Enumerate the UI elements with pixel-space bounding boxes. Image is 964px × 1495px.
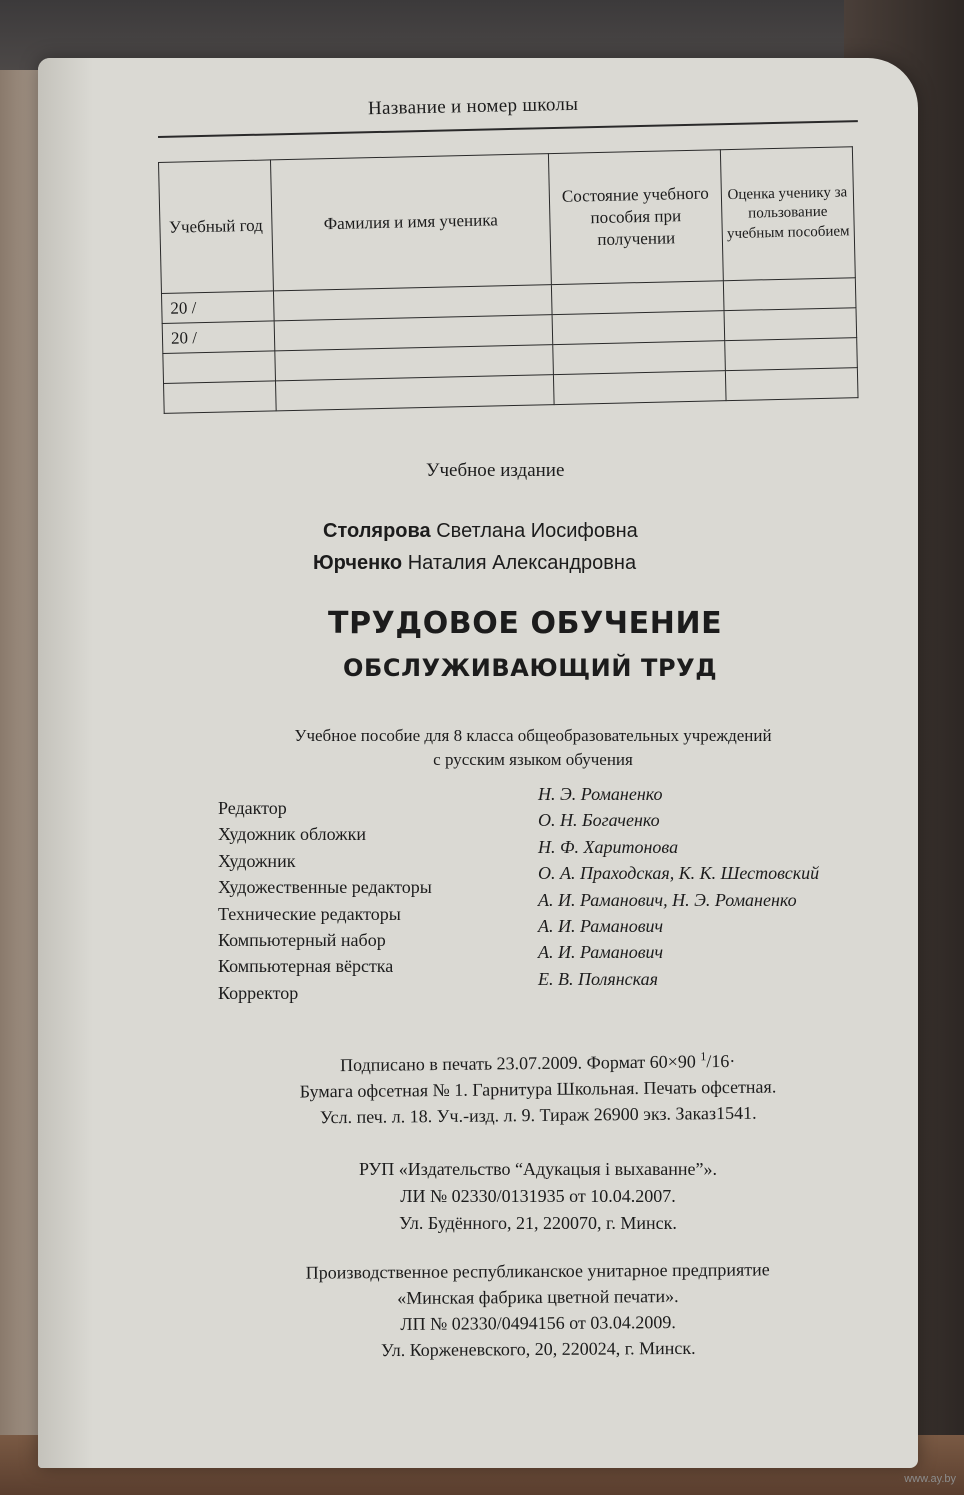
description-line-2: с русским языком обучения xyxy=(433,749,633,769)
credit-person: Н. Э. Романенко xyxy=(538,784,663,804)
credit-person: А. И. Раманович, Н. Э. Романенко xyxy=(538,889,797,910)
table-cell xyxy=(275,375,554,411)
header-grade: Оценка ученику за пользование учебным пособием xyxy=(720,147,855,281)
book-page xyxy=(38,58,918,1468)
school-name-line xyxy=(158,120,858,138)
imprint-format: Подписано в печать 23.07.2009. Формат 60×90 xyxy=(339,1051,701,1076)
credit-role: Художественные редакторы xyxy=(218,877,432,898)
printer-line-1: Производственное республиканское унитарное предприятие xyxy=(305,1259,770,1283)
credit-person: Е. В. Полянская xyxy=(538,968,659,989)
credit-role: Редактор xyxy=(218,798,287,818)
table-cell xyxy=(724,308,857,341)
table-cell xyxy=(725,338,858,371)
printer-line-4: Ул. Корженевского, 20, 220024, г. Минск. xyxy=(380,1338,696,1361)
credit-role: Художник обложки xyxy=(218,824,366,845)
book-subtitle: ОБСЛУЖИВАЮЩИЙ ТРУД xyxy=(343,654,718,682)
author-1 xyxy=(323,520,638,543)
credit-role: Компьютерная вёрстка xyxy=(218,956,394,977)
school-name-caption: Название и номер школы xyxy=(367,93,579,120)
print-imprint xyxy=(208,1047,869,1132)
table-cell-year xyxy=(163,351,275,384)
printer-line-2: «Минская фабрика цветной печати». xyxy=(397,1286,679,1309)
credit-role: Корректор xyxy=(218,982,299,1003)
table-cell xyxy=(553,371,726,405)
credit-role: Технические редакторы xyxy=(218,903,401,924)
table-cell xyxy=(553,341,726,375)
book-description xyxy=(233,724,833,772)
table-cell xyxy=(551,281,724,315)
imprint-fraction-numerator: 1 xyxy=(700,1049,707,1064)
credit-role: Компьютерный набор xyxy=(218,929,386,950)
edition-label: Учебное издание xyxy=(426,460,565,481)
header-condition: Состояние учебного пособия при получении xyxy=(548,150,723,285)
table-header-row xyxy=(159,147,856,294)
credit-role: Художник xyxy=(218,850,296,871)
credit-person: О. А. Праходская, К. К. Шестовский xyxy=(538,863,820,884)
author-2-given-name: Наталия Александровна xyxy=(407,552,637,574)
printer-line-3: ЛП № 02330/0494156 от 03.04.2009. xyxy=(400,1312,676,1335)
author-2-surname: Юрченко xyxy=(313,552,403,574)
table-cell xyxy=(725,368,858,401)
imprint-line-3: Усл. печ. л. 18. Уч.-изд. л. 9. Тираж 26900 экз. Заказ1541. xyxy=(319,1102,757,1128)
table-cell xyxy=(723,278,856,311)
author-1-surname: Столярова xyxy=(323,520,431,542)
publisher-line-3: Ул. Будённого, 21, 220070, г. Минск. xyxy=(399,1213,677,1233)
publisher-line-1: РУП «Издательство “Адукацыя і выхаванне”». xyxy=(358,1159,717,1179)
header-student-name: Фамилия и имя ученика xyxy=(270,154,551,291)
author-2 xyxy=(313,552,636,575)
publisher-info xyxy=(208,1156,868,1237)
page-content xyxy=(38,58,918,1468)
table-cell-year: 20 / xyxy=(162,321,274,354)
credit-person: Н. Ф. Харитонова xyxy=(538,836,679,857)
background-cover-edge xyxy=(0,70,40,1495)
table-cell-year: 20 / xyxy=(161,291,273,324)
credit-person: А. И. Раманович xyxy=(538,942,664,963)
credit-person: О. Н. Богаченко xyxy=(538,810,660,831)
author-1-given-name: Светлана Иосифовна xyxy=(436,520,638,542)
printer-info xyxy=(208,1256,869,1365)
publisher-line-2: ЛИ № 02330/0131935 от 10.04.2007. xyxy=(400,1186,676,1206)
usage-record-table xyxy=(158,146,859,414)
imprint-fraction-denominator: /16· xyxy=(706,1050,736,1072)
credit-person: А. И. Раманович xyxy=(538,915,664,936)
header-year: Учебный год xyxy=(159,160,274,294)
description-line-1: Учебное пособие для 8 класса общеобразовательных учреждений xyxy=(294,726,772,745)
table-cell xyxy=(552,311,725,345)
imprint-line-2: Бумага офсетная № 1. Гарнитура Школьная. Печать офсетная. xyxy=(299,1076,777,1102)
site-watermark: www.ay.by xyxy=(904,1473,956,1485)
credits-list xyxy=(218,784,888,1009)
book-title: ТРУДОВОЕ ОБУЧЕНИЕ xyxy=(328,606,723,641)
table-cell-year xyxy=(164,381,276,414)
credit-row xyxy=(218,968,888,1009)
